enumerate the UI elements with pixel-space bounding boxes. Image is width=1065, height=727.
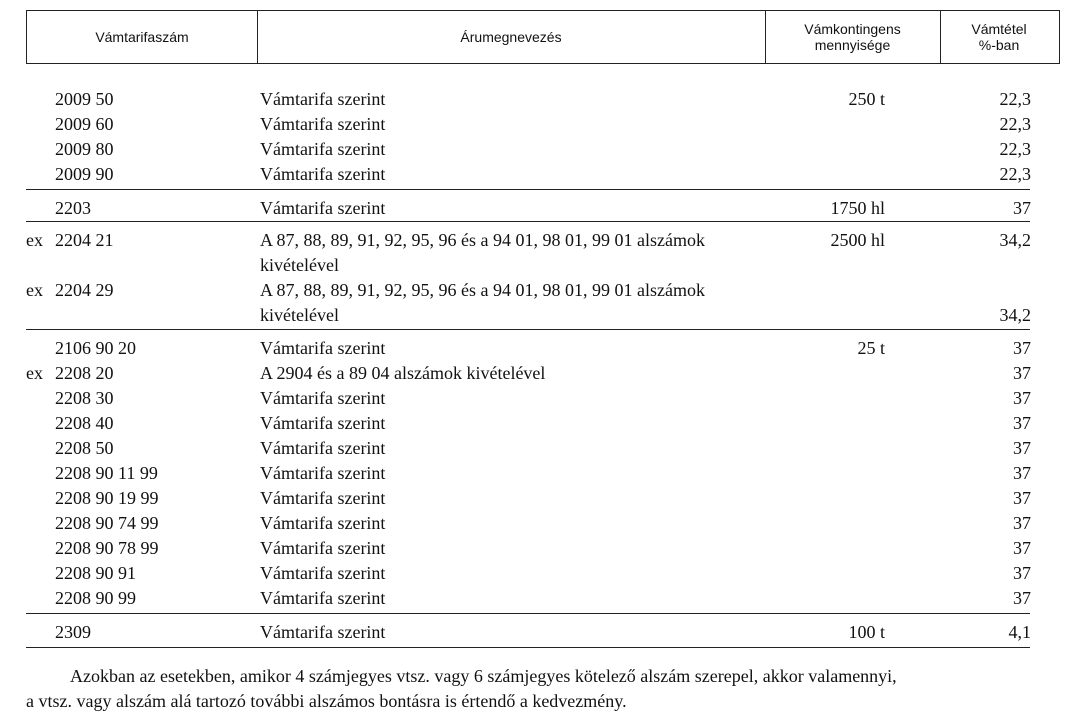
row-rate: 22,3	[999, 164, 1031, 184]
header-rate	[940, 11, 1058, 63]
row-rate: 22,3	[999, 139, 1031, 159]
row-description: Vámtarifa szerint	[260, 513, 386, 533]
row-rate: 37	[1013, 338, 1031, 358]
row-ex-marker: ex	[26, 230, 43, 250]
table-row	[0, 436, 1065, 461]
row-ex-marker: ex	[26, 363, 43, 383]
table-row	[0, 336, 1065, 361]
row-description: Vámtarifa szerint	[260, 563, 386, 583]
table-header	[26, 10, 1060, 64]
footnote-line-2: a vtsz. vagy alszám alá tartozó további alszámos bontásra is értendő a kedvezmény.	[26, 691, 627, 711]
row-description: A 2904 és a 89 04 alszámok kivételével	[260, 363, 546, 383]
row-rate: 37	[1013, 198, 1031, 218]
table-row	[0, 253, 1065, 278]
row-tariff-code: 2009 60	[55, 114, 114, 134]
table-row	[0, 196, 1065, 221]
row-tariff-code: 2208 90 74 99	[55, 513, 159, 533]
row-description: A 87, 88, 89, 91, 92, 95, 96 és a 94 01, 98 01, 99 01 alszámok	[260, 230, 705, 250]
row-description: Vámtarifa szerint	[260, 463, 386, 483]
row-rate: 37	[1013, 563, 1031, 583]
table-row	[0, 620, 1065, 645]
row-quota: 25 t	[857, 338, 885, 358]
row-description: Vámtarifa szerint	[260, 438, 386, 458]
row-rate: 37	[1013, 438, 1031, 458]
row-tariff-code: 2309	[55, 622, 91, 642]
table-row	[0, 162, 1065, 187]
row-quota: 1750 hl	[830, 198, 885, 218]
header-quota-label-2: mennyisége	[814, 37, 891, 53]
row-description: Vámtarifa szerint	[260, 114, 386, 134]
header-rate-label-1: Vámtétel	[971, 21, 1027, 37]
row-tariff-code: 2009 80	[55, 139, 114, 159]
row-ex-marker: ex	[26, 280, 43, 300]
row-description: Vámtarifa szerint	[260, 139, 386, 159]
row-rate: 37	[1013, 413, 1031, 433]
row-tariff-code: 2208 90 78 99	[55, 538, 159, 558]
row-rate: 22,3	[999, 114, 1031, 134]
table-row	[0, 303, 1065, 328]
row-description: Vámtarifa szerint	[260, 622, 386, 642]
row-description: Vámtarifa szerint	[260, 588, 386, 608]
table-row	[0, 87, 1065, 112]
row-rate: 22,3	[999, 89, 1031, 109]
row-description: Vámtarifa szerint	[260, 488, 386, 508]
table-row	[0, 361, 1065, 386]
row-description: Vámtarifa szerint	[260, 89, 386, 109]
row-separator	[26, 189, 1030, 190]
table-row	[0, 137, 1065, 162]
row-tariff-code: 2208 30	[55, 388, 114, 408]
footnote-line-1: Azokban az esetekben, amikor 4 számjegyes vtsz. vagy 6 számjegyes kötelező alszám szerepel, akkor valamennyi,	[70, 666, 897, 686]
row-tariff-code: 2208 20	[55, 363, 114, 383]
row-description: Vámtarifa szerint	[260, 388, 386, 408]
table-row	[0, 486, 1065, 511]
row-rate: 37	[1013, 463, 1031, 483]
row-tariff-code: 2203	[55, 198, 91, 218]
row-tariff-code: 2009 50	[55, 89, 114, 109]
row-description: A 87, 88, 89, 91, 92, 95, 96 és a 94 01, 98 01, 99 01 alszámok	[260, 280, 705, 300]
row-rate: 37	[1013, 388, 1031, 408]
header-quota	[765, 11, 940, 63]
row-tariff-code: 2204 21	[55, 230, 114, 250]
row-description: kivételével	[260, 305, 339, 325]
table-row	[0, 386, 1065, 411]
row-description: Vámtarifa szerint	[260, 198, 386, 218]
row-description: kivételével	[260, 255, 339, 275]
table-row	[0, 461, 1065, 486]
row-rate: 34,2	[999, 230, 1031, 250]
row-separator	[26, 647, 1030, 648]
row-rate: 37	[1013, 488, 1031, 508]
header-code	[27, 11, 257, 63]
row-description: Vámtarifa szerint	[260, 338, 386, 358]
row-separator	[26, 329, 1030, 330]
row-tariff-code: 2208 90 99	[55, 588, 136, 608]
row-tariff-code: 2208 90 91	[55, 563, 136, 583]
row-tariff-code: 2208 40	[55, 413, 114, 433]
row-quota: 250 t	[848, 89, 885, 109]
row-tariff-code: 2208 90 11 99	[55, 463, 158, 483]
row-rate: 34,2	[999, 305, 1031, 325]
table-row	[0, 511, 1065, 536]
table-row	[0, 112, 1065, 137]
row-rate: 37	[1013, 538, 1031, 558]
row-description: Vámtarifa szerint	[260, 413, 386, 433]
header-quota-label-1: Vámkontingens	[804, 21, 901, 37]
row-description: Vámtarifa szerint	[260, 164, 386, 184]
table-row	[0, 586, 1065, 611]
row-rate: 37	[1013, 363, 1031, 383]
row-description: Vámtarifa szerint	[260, 538, 386, 558]
row-quota: 2500 hl	[830, 230, 885, 250]
header-desc-label: Árumegnevezés	[460, 29, 562, 45]
header-rate-label-2: %-ban	[978, 37, 1020, 53]
table-row	[0, 411, 1065, 436]
table-row	[0, 561, 1065, 586]
table-row	[0, 228, 1065, 253]
table-row	[0, 278, 1065, 303]
header-code-label: Vámtarifaszám	[95, 29, 189, 45]
row-tariff-code: 2204 29	[55, 280, 114, 300]
row-tariff-code: 2106 90 20	[55, 338, 136, 358]
row-rate: 4,1	[1008, 622, 1031, 642]
row-tariff-code: 2208 90 19 99	[55, 488, 159, 508]
row-tariff-code: 2208 50	[55, 438, 114, 458]
row-quota: 100 t	[848, 622, 885, 642]
row-tariff-code: 2009 90	[55, 164, 114, 184]
row-rate: 37	[1013, 588, 1031, 608]
row-separator	[26, 613, 1030, 614]
row-rate: 37	[1013, 513, 1031, 533]
table-row	[0, 536, 1065, 561]
row-separator	[26, 221, 1030, 222]
header-desc	[257, 11, 765, 63]
